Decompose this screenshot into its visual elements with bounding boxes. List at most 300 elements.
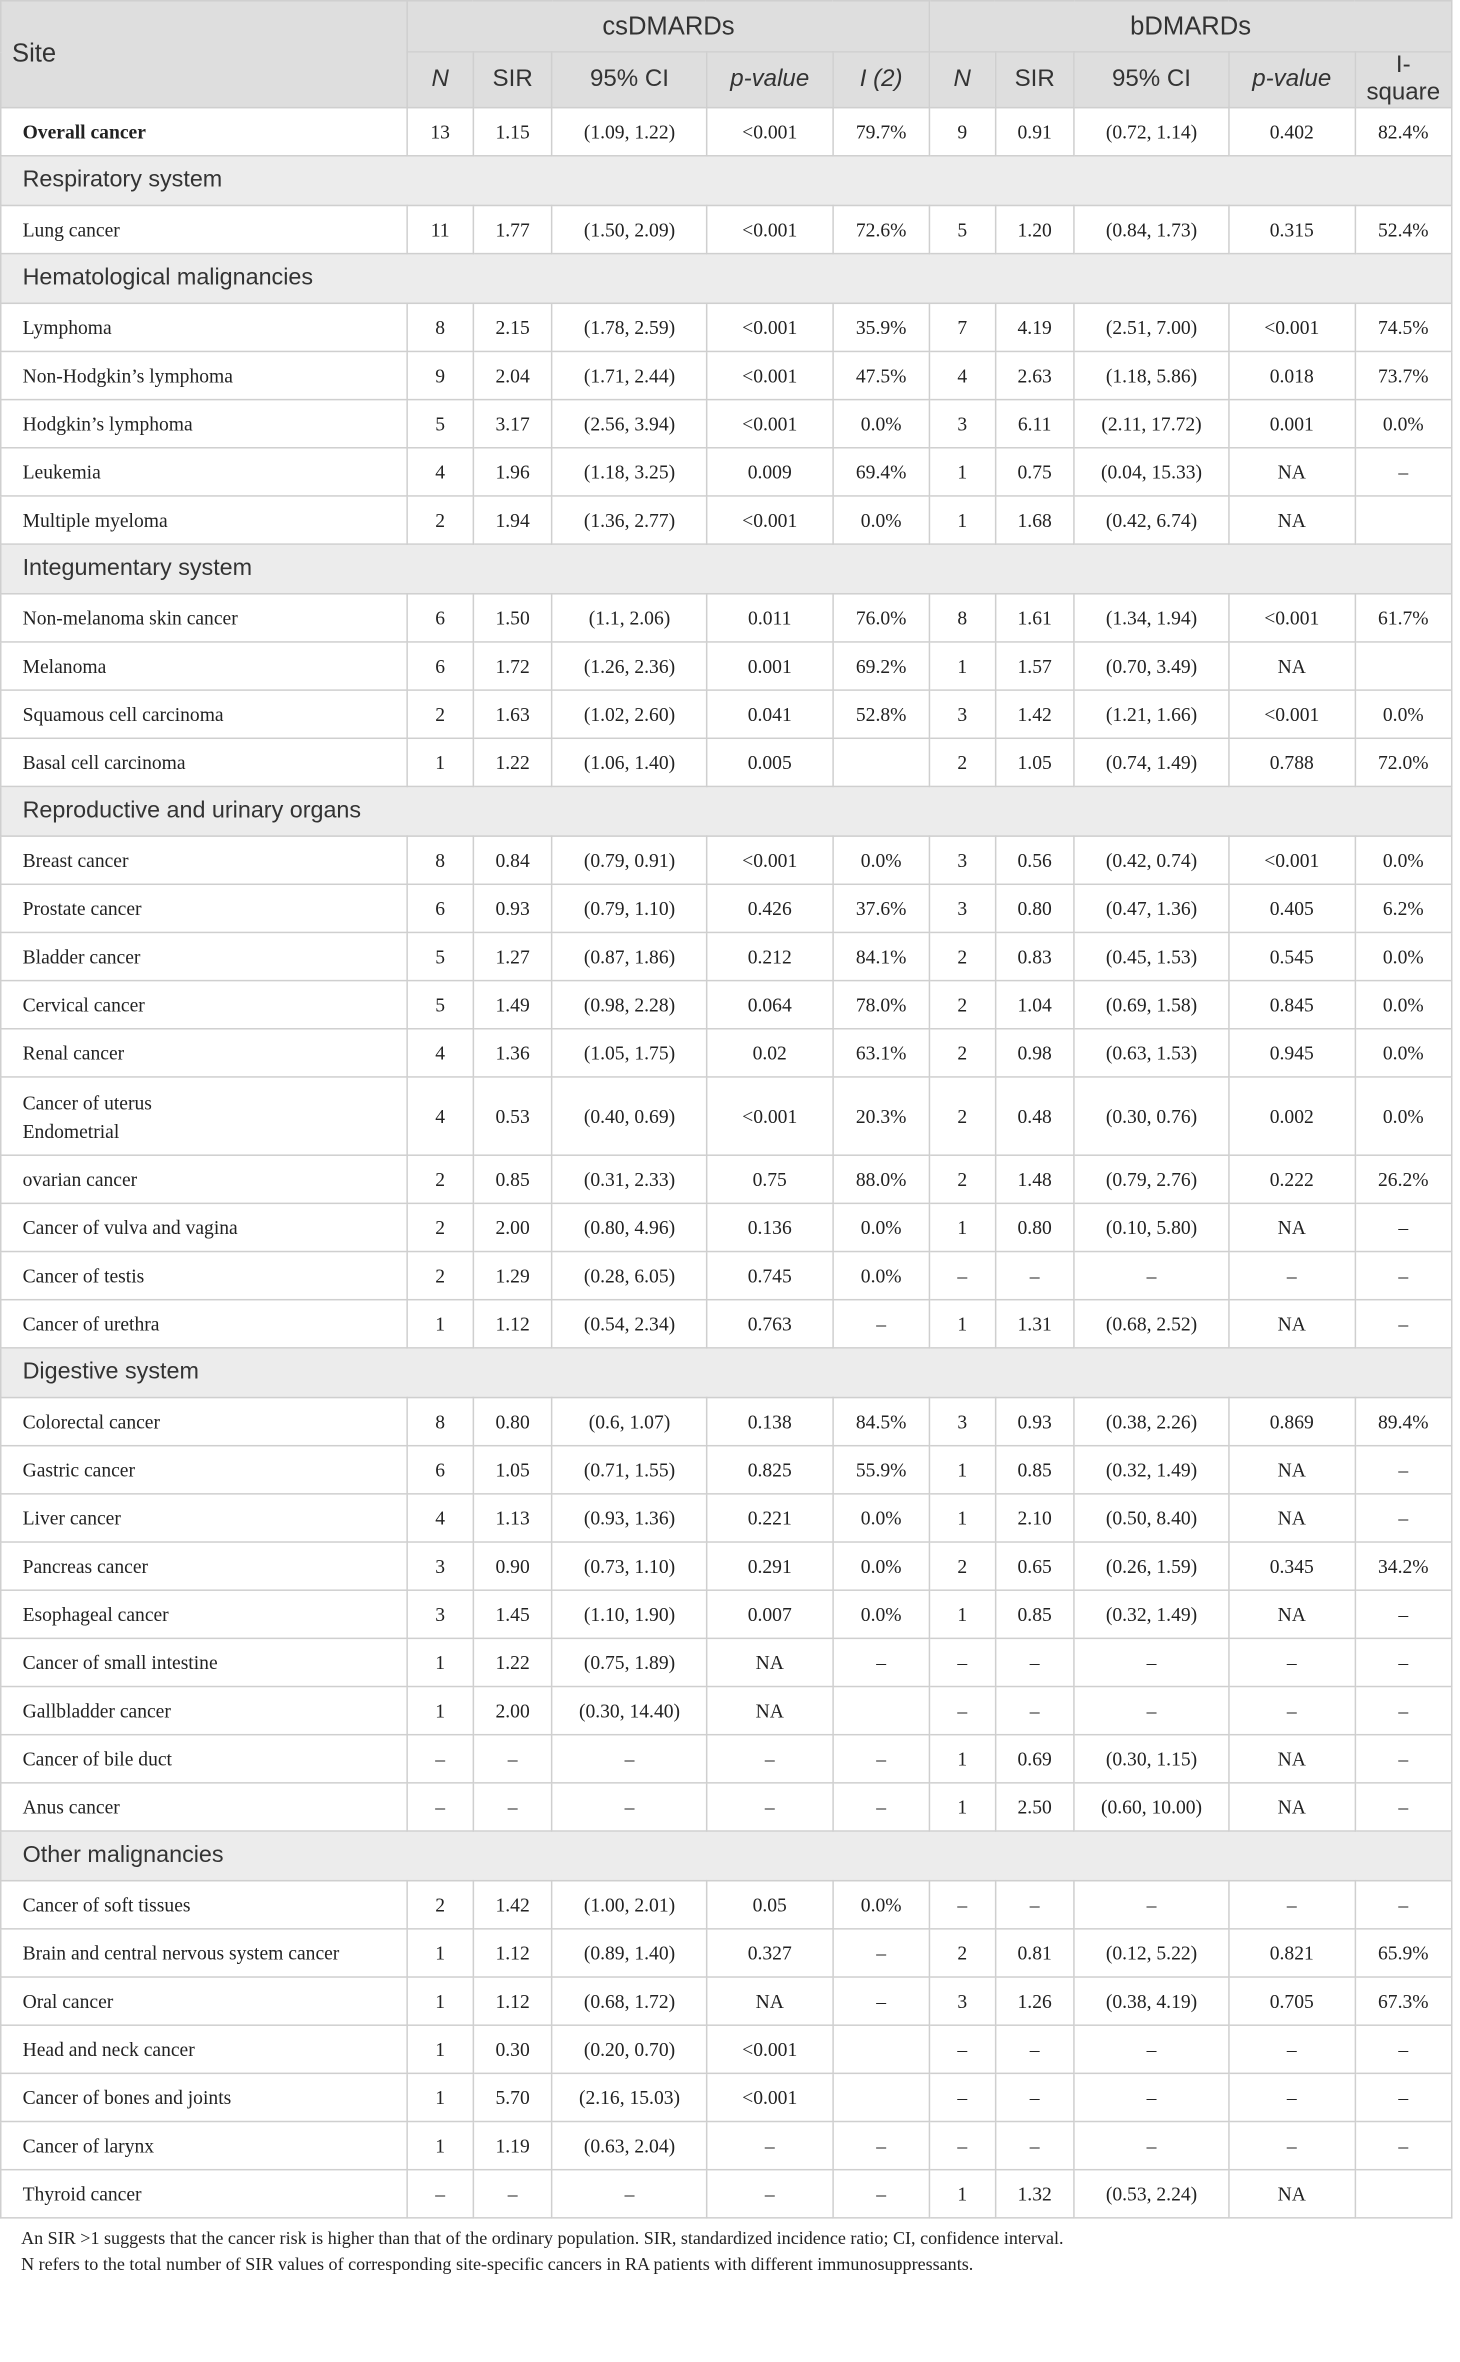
cell-b-isquare: 0.0%	[1355, 981, 1452, 1029]
cell-b-ci: (0.70, 3.49)	[1074, 642, 1228, 690]
cell-b-isquare: –	[1355, 2073, 1452, 2121]
cell-cs-ci: (0.28, 6.05)	[552, 1252, 706, 1300]
cell-b-ci: (0.12, 5.22)	[1074, 1929, 1228, 1977]
cell-b-isquare: 0.0%	[1355, 836, 1452, 884]
footnote-line: N refers to the total number of SIR values of corresponding site-specific cancers in RA patients with different immunosuppressants.	[21, 2253, 974, 2275]
cell-cs-pvalue: 0.763	[707, 1300, 833, 1348]
cell-b-n: –	[930, 2122, 995, 2170]
cell-cs-ci: (1.05, 1.75)	[552, 1029, 706, 1077]
cell-b-isquare: –	[1355, 1300, 1452, 1348]
cell-cs-ci: (1.1, 2.06)	[552, 594, 706, 642]
cell-b-isquare: 73.7%	[1355, 351, 1452, 399]
cell-b-ci: (0.45, 1.53)	[1074, 932, 1228, 980]
header-group-row	[1, 1, 1452, 52]
cell-cs-ci: (0.54, 2.34)	[552, 1300, 706, 1348]
cell-b-ci: –	[1074, 1638, 1228, 1686]
cell-b-isquare: –	[1355, 1687, 1452, 1735]
cell-b-ci: (2.51, 7.00)	[1074, 303, 1228, 351]
cell-b-ci: (0.84, 1.73)	[1074, 205, 1228, 253]
cell-cs-ci: (2.16, 15.03)	[552, 2073, 706, 2121]
cell-cs-i2: –	[833, 1638, 930, 1686]
cell-b-pvalue: 0.402	[1229, 108, 1355, 156]
cell-b-n: 2	[930, 738, 995, 786]
cell-b-ci: (0.53, 2.24)	[1074, 2170, 1228, 2218]
cell-cs-ci: (0.73, 1.10)	[552, 1542, 706, 1590]
cell-b-pvalue: NA	[1229, 1590, 1355, 1638]
cell-cs-i2: 78.0%	[833, 981, 930, 1029]
cell-cs-sir: 2.15	[473, 303, 552, 351]
cell-b-isquare: 0.0%	[1355, 1029, 1452, 1077]
cell-cs-sir: 1.12	[473, 1977, 552, 2025]
table-row	[1, 1300, 1452, 1348]
header-b-pvalue: p-value	[1229, 52, 1355, 108]
cell-b-n: 2	[930, 1929, 995, 1977]
cell-b-n: –	[930, 1638, 995, 1686]
cell-b-isquare: 0.0%	[1355, 1077, 1452, 1155]
cell-b-isquare: –	[1355, 1203, 1452, 1251]
cell-b-pvalue: 0.405	[1229, 884, 1355, 932]
cell-cs-i2: 76.0%	[833, 594, 930, 642]
cell-b-isquare: –	[1355, 2025, 1452, 2073]
cell-b-pvalue: NA	[1229, 496, 1355, 544]
cell-cs-n: –	[407, 1735, 472, 1783]
table-row	[1, 1881, 1452, 1929]
cell-b-sir: 1.32	[995, 2170, 1074, 2218]
cell-cs-pvalue: 0.064	[707, 981, 833, 1029]
section-title: Digestive system	[1, 1348, 1452, 1398]
section-header-row	[1, 786, 1452, 836]
cell-site: Brain and central nervous system cancer	[1, 1929, 408, 1977]
cell-cs-n: 1	[407, 2073, 472, 2121]
cell-b-sir: 1.42	[995, 690, 1074, 738]
cell-cs-ci: (0.93, 1.36)	[552, 1494, 706, 1542]
cell-cs-pvalue: 0.136	[707, 1203, 833, 1251]
cell-cs-ci: (0.87, 1.86)	[552, 932, 706, 980]
cell-cs-pvalue: 0.745	[707, 1252, 833, 1300]
cell-b-ci: (0.42, 6.74)	[1074, 496, 1228, 544]
cell-cs-ci: (0.68, 1.72)	[552, 1977, 706, 2025]
cell-cs-i2: –	[833, 1735, 930, 1783]
cell-site: Cancer of bones and joints	[1, 2073, 408, 2121]
cell-b-pvalue: 0.788	[1229, 738, 1355, 786]
cell-cs-i2: –	[833, 1977, 930, 2025]
cell-b-n: 5	[930, 205, 995, 253]
cell-b-n: 4	[930, 351, 995, 399]
cell-b-pvalue: 0.545	[1229, 932, 1355, 980]
cell-cs-sir: 1.49	[473, 981, 552, 1029]
cell-site: Cancer of urethra	[1, 1300, 408, 1348]
cell-cs-sir: 1.45	[473, 1590, 552, 1638]
cell-site: Multiple myeloma	[1, 496, 408, 544]
cell-b-n: 1	[930, 642, 995, 690]
section-header-row	[1, 156, 1452, 206]
header-bdmards: bDMARDs	[930, 1, 1452, 52]
cell-site: Lymphoma	[1, 303, 408, 351]
cell-cs-pvalue: 0.05	[707, 1881, 833, 1929]
cell-b-ci: (0.32, 1.49)	[1074, 1446, 1228, 1494]
cell-b-sir: 0.81	[995, 1929, 1074, 1977]
cell-b-isquare: 52.4%	[1355, 205, 1452, 253]
cell-b-n: 7	[930, 303, 995, 351]
cell-cs-pvalue: 0.011	[707, 594, 833, 642]
cell-b-pvalue: NA	[1229, 448, 1355, 496]
cell-cs-ci: –	[552, 1783, 706, 1831]
cell-b-n: 1	[930, 1783, 995, 1831]
cell-b-sir: 4.19	[995, 303, 1074, 351]
cell-b-isquare: –	[1355, 1735, 1452, 1783]
cell-cs-sir: 1.72	[473, 642, 552, 690]
cell-b-pvalue: NA	[1229, 2170, 1355, 2218]
cell-cs-n: 1	[407, 1300, 472, 1348]
cell-cs-n: 9	[407, 351, 472, 399]
cell-cs-i2: 84.1%	[833, 932, 930, 980]
cell-cs-i2: –	[833, 1783, 930, 1831]
table-row	[1, 1077, 1452, 1155]
cell-b-ci: –	[1074, 1687, 1228, 1735]
table-row	[1, 1252, 1452, 1300]
cell-b-sir: 2.50	[995, 1783, 1074, 1831]
cell-cs-i2: 0.0%	[833, 1542, 930, 1590]
cell-b-isquare: –	[1355, 2122, 1452, 2170]
cell-cs-pvalue: <0.001	[707, 303, 833, 351]
cell-site: Basal cell carcinoma	[1, 738, 408, 786]
cell-b-isquare: 61.7%	[1355, 594, 1452, 642]
cell-b-n: 1	[930, 1446, 995, 1494]
cell-cs-sir: 1.12	[473, 1929, 552, 1977]
cell-b-pvalue: 0.945	[1229, 1029, 1355, 1077]
cell-b-n: 2	[930, 1155, 995, 1203]
cell-b-n: 1	[930, 1203, 995, 1251]
table-row	[1, 932, 1452, 980]
cell-b-isquare: 65.9%	[1355, 1929, 1452, 1977]
cell-cs-sir: 2.00	[473, 1203, 552, 1251]
cell-b-isquare: 74.5%	[1355, 303, 1452, 351]
cell-b-sir: 1.20	[995, 205, 1074, 253]
cell-b-n: –	[930, 2073, 995, 2121]
cell-b-n: 2	[930, 932, 995, 980]
cell-cs-n: –	[407, 1783, 472, 1831]
cell-cs-pvalue: <0.001	[707, 836, 833, 884]
table-row	[1, 981, 1452, 1029]
cell-b-isquare: –	[1355, 1446, 1452, 1494]
section-title: Integumentary system	[1, 544, 1452, 594]
cell-b-n: 1	[930, 448, 995, 496]
cell-b-pvalue: –	[1229, 1881, 1355, 1929]
cell-b-isquare: 34.2%	[1355, 1542, 1452, 1590]
cell-cs-pvalue: <0.001	[707, 2025, 833, 2073]
cell-b-sir: 0.48	[995, 1077, 1074, 1155]
cell-cs-i2: 55.9%	[833, 1446, 930, 1494]
cell-cs-n: 3	[407, 1542, 472, 1590]
footnote-line: An SIR >1 suggests that the cancer risk is higher than that of the ordinary population. SIR, standardized incidence ratio; CI, confidence interval.	[21, 2227, 1064, 2249]
cell-cs-ci: (1.71, 2.44)	[552, 351, 706, 399]
cell-cs-sir: 1.63	[473, 690, 552, 738]
cell-b-isquare: –	[1355, 1638, 1452, 1686]
cell-site: Hodgkin’s lymphoma	[1, 400, 408, 448]
cell-cs-ci: (0.31, 2.33)	[552, 1155, 706, 1203]
cell-site: Renal cancer	[1, 1029, 408, 1077]
cell-b-pvalue: <0.001	[1229, 303, 1355, 351]
cell-b-n: 1	[930, 1300, 995, 1348]
cell-site: Cancer of soft tissues	[1, 1881, 408, 1929]
cell-cs-n: 1	[407, 1638, 472, 1686]
cell-b-ci: (1.21, 1.66)	[1074, 690, 1228, 738]
cell-b-pvalue: 0.705	[1229, 1977, 1355, 2025]
cell-b-sir: –	[995, 1687, 1074, 1735]
cell-b-sir: 2.10	[995, 1494, 1074, 1542]
cell-cs-i2: 0.0%	[833, 1590, 930, 1638]
cell-b-ci: (1.18, 5.86)	[1074, 351, 1228, 399]
cell-b-pvalue: 0.821	[1229, 1929, 1355, 1977]
table-row	[1, 2025, 1452, 2073]
table-row	[1, 351, 1452, 399]
cell-b-pvalue: NA	[1229, 642, 1355, 690]
section-title: Respiratory system	[1, 156, 1452, 206]
cell-b-pvalue: NA	[1229, 1735, 1355, 1783]
cell-cs-n: 8	[407, 1398, 472, 1446]
table-row	[1, 642, 1452, 690]
cell-b-isquare: 0.0%	[1355, 690, 1452, 738]
cell-cs-sir: 2.04	[473, 351, 552, 399]
cell-cs-ci: (1.50, 2.09)	[552, 205, 706, 253]
cell-site: Bladder cancer	[1, 932, 408, 980]
cell-cs-ci: (2.56, 3.94)	[552, 400, 706, 448]
cell-cs-i2: 0.0%	[833, 1494, 930, 1542]
cell-b-n: 3	[930, 884, 995, 932]
table-row	[1, 738, 1452, 786]
section-header-row	[1, 254, 1452, 304]
cell-b-pvalue: –	[1229, 1252, 1355, 1300]
cell-b-pvalue: –	[1229, 2025, 1355, 2073]
cell-cs-pvalue: <0.001	[707, 496, 833, 544]
cell-b-ci: –	[1074, 1252, 1228, 1300]
cell-cs-n: 1	[407, 1977, 472, 2025]
cell-b-n: 2	[930, 1077, 995, 1155]
cell-b-ci: (0.72, 1.14)	[1074, 108, 1228, 156]
table-row	[1, 108, 1452, 156]
table-row	[1, 205, 1452, 253]
section-title: Reproductive and urinary organs	[1, 786, 1452, 836]
cell-b-sir: –	[995, 2025, 1074, 2073]
cell-site: Pancreas cancer	[1, 1542, 408, 1590]
cell-cs-i2: 79.7%	[833, 108, 930, 156]
table-row	[1, 594, 1452, 642]
cell-b-n: –	[930, 1881, 995, 1929]
cell-cs-n: 11	[407, 205, 472, 253]
cell-b-n: 2	[930, 1029, 995, 1077]
cell-b-ci: (0.74, 1.49)	[1074, 738, 1228, 786]
cell-b-pvalue: NA	[1229, 1783, 1355, 1831]
cell-cs-sir: 0.84	[473, 836, 552, 884]
cell-cs-ci: (1.10, 1.90)	[552, 1590, 706, 1638]
cell-b-n: 1	[930, 496, 995, 544]
cell-cs-pvalue: <0.001	[707, 108, 833, 156]
cell-b-n: 3	[930, 836, 995, 884]
cell-site: Oral cancer	[1, 1977, 408, 2025]
cell-b-sir: 6.11	[995, 400, 1074, 448]
cell-cs-n: 4	[407, 1077, 472, 1155]
cell-cs-n: 2	[407, 690, 472, 738]
table-row	[1, 1783, 1452, 1831]
cell-site: ovarian cancer	[1, 1155, 408, 1203]
cell-cs-pvalue: 0.02	[707, 1029, 833, 1077]
cell-cs-n: 1	[407, 2025, 472, 2073]
cell-b-pvalue: 0.845	[1229, 981, 1355, 1029]
cell-cs-sir: 0.93	[473, 884, 552, 932]
cell-cs-pvalue: 0.041	[707, 690, 833, 738]
cell-b-n: 1	[930, 2170, 995, 2218]
cell-b-sir: 1.05	[995, 738, 1074, 786]
cell-b-pvalue: 0.001	[1229, 400, 1355, 448]
cell-site: Cancer of small intestine	[1, 1638, 408, 1686]
cell-cs-pvalue: –	[707, 2170, 833, 2218]
cell-b-n: 3	[930, 1398, 995, 1446]
cell-cs-sir: 1.94	[473, 496, 552, 544]
table-row	[1, 1929, 1452, 1977]
cell-cs-pvalue: <0.001	[707, 2073, 833, 2121]
cell-cs-pvalue: <0.001	[707, 351, 833, 399]
cell-cs-n: 2	[407, 1155, 472, 1203]
cell-b-sir: 0.80	[995, 1203, 1074, 1251]
cell-cs-pvalue: <0.001	[707, 205, 833, 253]
cell-b-n: 1	[930, 1590, 995, 1638]
cell-b-isquare: –	[1355, 1881, 1452, 1929]
cell-cs-i2	[833, 2025, 930, 2073]
section-title: Other malignancies	[1, 1831, 1452, 1881]
cell-b-isquare: –	[1355, 1590, 1452, 1638]
cell-cs-pvalue: NA	[707, 1687, 833, 1735]
header-site: Site	[1, 1, 408, 108]
cell-b-sir: –	[995, 1252, 1074, 1300]
cell-b-sir: –	[995, 1638, 1074, 1686]
header-cs-pvalue: p-value	[707, 52, 833, 108]
cell-b-pvalue: <0.001	[1229, 690, 1355, 738]
table-row	[1, 1398, 1452, 1446]
cell-cs-i2: 0.0%	[833, 400, 930, 448]
header-csdmards: csDMARDs	[407, 1, 929, 52]
cell-site-line: Cancer of uterus	[22, 1090, 152, 1114]
cell-b-sir: 1.57	[995, 642, 1074, 690]
cell-b-sir: 0.75	[995, 448, 1074, 496]
cell-cs-sir: 1.15	[473, 108, 552, 156]
cell-cs-pvalue: –	[707, 2122, 833, 2170]
table-row	[1, 1638, 1452, 1686]
table-row	[1, 448, 1452, 496]
cell-site: Overall cancer	[1, 108, 408, 156]
cell-cs-n: 5	[407, 400, 472, 448]
header-b-n: N	[930, 52, 995, 108]
cell-site: Squamous cell carcinoma	[1, 690, 408, 738]
table-row	[1, 2122, 1452, 2170]
header-b-ci: 95% CI	[1074, 52, 1228, 108]
cell-cs-i2: 63.1%	[833, 1029, 930, 1077]
cell-cs-i2: –	[833, 1300, 930, 1348]
cell-cs-n: 1	[407, 738, 472, 786]
cell-cs-i2: 69.4%	[833, 448, 930, 496]
cell-site: Liver cancer	[1, 1494, 408, 1542]
cell-b-isquare: 26.2%	[1355, 1155, 1452, 1203]
cell-cs-n: –	[407, 2170, 472, 2218]
cell-b-ci: (0.04, 15.33)	[1074, 448, 1228, 496]
cell-b-sir: 1.48	[995, 1155, 1074, 1203]
cell-site: Cancer of larynx	[1, 2122, 408, 2170]
cell-b-ci: –	[1074, 1881, 1228, 1929]
cell-cs-sir: 0.90	[473, 1542, 552, 1590]
cell-site: Lung cancer	[1, 205, 408, 253]
cell-b-pvalue: 0.002	[1229, 1077, 1355, 1155]
cell-cs-ci: (0.63, 2.04)	[552, 2122, 706, 2170]
cell-site: Non-melanoma skin cancer	[1, 594, 408, 642]
cell-cs-n: 2	[407, 1881, 472, 1929]
table-footnote	[0, 2219, 1457, 2278]
cell-b-isquare: –	[1355, 1252, 1452, 1300]
cell-b-isquare: 89.4%	[1355, 1398, 1452, 1446]
cell-cs-pvalue: <0.001	[707, 1077, 833, 1155]
cell-cs-ci: (0.30, 14.40)	[552, 1687, 706, 1735]
cell-cs-pvalue: 0.291	[707, 1542, 833, 1590]
cell-b-sir: 1.04	[995, 981, 1074, 1029]
cell-site: Cervical cancer	[1, 981, 408, 1029]
cell-b-ci: (0.47, 1.36)	[1074, 884, 1228, 932]
cell-b-sir: 0.98	[995, 1029, 1074, 1077]
cell-site: Head and neck cancer	[1, 2025, 408, 2073]
header-cs-n: N	[407, 52, 472, 108]
table-row	[1, 1687, 1452, 1735]
cell-b-isquare: 82.4%	[1355, 108, 1452, 156]
cell-cs-sir: 0.80	[473, 1398, 552, 1446]
cell-b-isquare: 6.2%	[1355, 884, 1452, 932]
cell-cs-n: 2	[407, 1252, 472, 1300]
cell-cs-n: 1	[407, 1929, 472, 1977]
cell-cs-n: 6	[407, 1446, 472, 1494]
cell-cs-ci: –	[552, 2170, 706, 2218]
cell-b-pvalue: <0.001	[1229, 836, 1355, 884]
cell-b-isquare	[1355, 642, 1452, 690]
cell-cs-ci: (0.79, 1.10)	[552, 884, 706, 932]
cell-b-pvalue: –	[1229, 1687, 1355, 1735]
table-body	[1, 108, 1452, 2218]
table-row	[1, 1494, 1452, 1542]
cell-b-ci: (0.38, 4.19)	[1074, 1977, 1228, 2025]
cell-cs-i2: 0.0%	[833, 1881, 930, 1929]
cell-b-isquare: 0.0%	[1355, 400, 1452, 448]
cell-cs-n: 8	[407, 836, 472, 884]
section-header-row	[1, 1348, 1452, 1398]
cell-cs-pvalue: 0.221	[707, 1494, 833, 1542]
table-row	[1, 496, 1452, 544]
cell-cs-sir: 1.77	[473, 205, 552, 253]
cell-b-pvalue: 0.222	[1229, 1155, 1355, 1203]
table-row	[1, 1542, 1452, 1590]
cell-site: Breast cancer	[1, 836, 408, 884]
cell-cs-n: 6	[407, 884, 472, 932]
cell-b-isquare: 0.0%	[1355, 932, 1452, 980]
cell-b-n: 3	[930, 690, 995, 738]
cell-b-sir: 0.65	[995, 1542, 1074, 1590]
cell-cs-sir: 0.30	[473, 2025, 552, 2073]
cell-b-sir: 0.80	[995, 884, 1074, 932]
cell-cs-ci: (0.71, 1.55)	[552, 1446, 706, 1494]
cell-b-ci: (0.42, 0.74)	[1074, 836, 1228, 884]
table-row	[1, 2170, 1452, 2218]
cell-cs-sir: 1.22	[473, 738, 552, 786]
cell-b-isquare: –	[1355, 1783, 1452, 1831]
cell-site: Gallbladder cancer	[1, 1687, 408, 1735]
cell-b-sir: –	[995, 2122, 1074, 2170]
cell-b-ci: (0.38, 2.26)	[1074, 1398, 1228, 1446]
cell-cs-i2: 0.0%	[833, 496, 930, 544]
cell-cs-sir: 1.50	[473, 594, 552, 642]
